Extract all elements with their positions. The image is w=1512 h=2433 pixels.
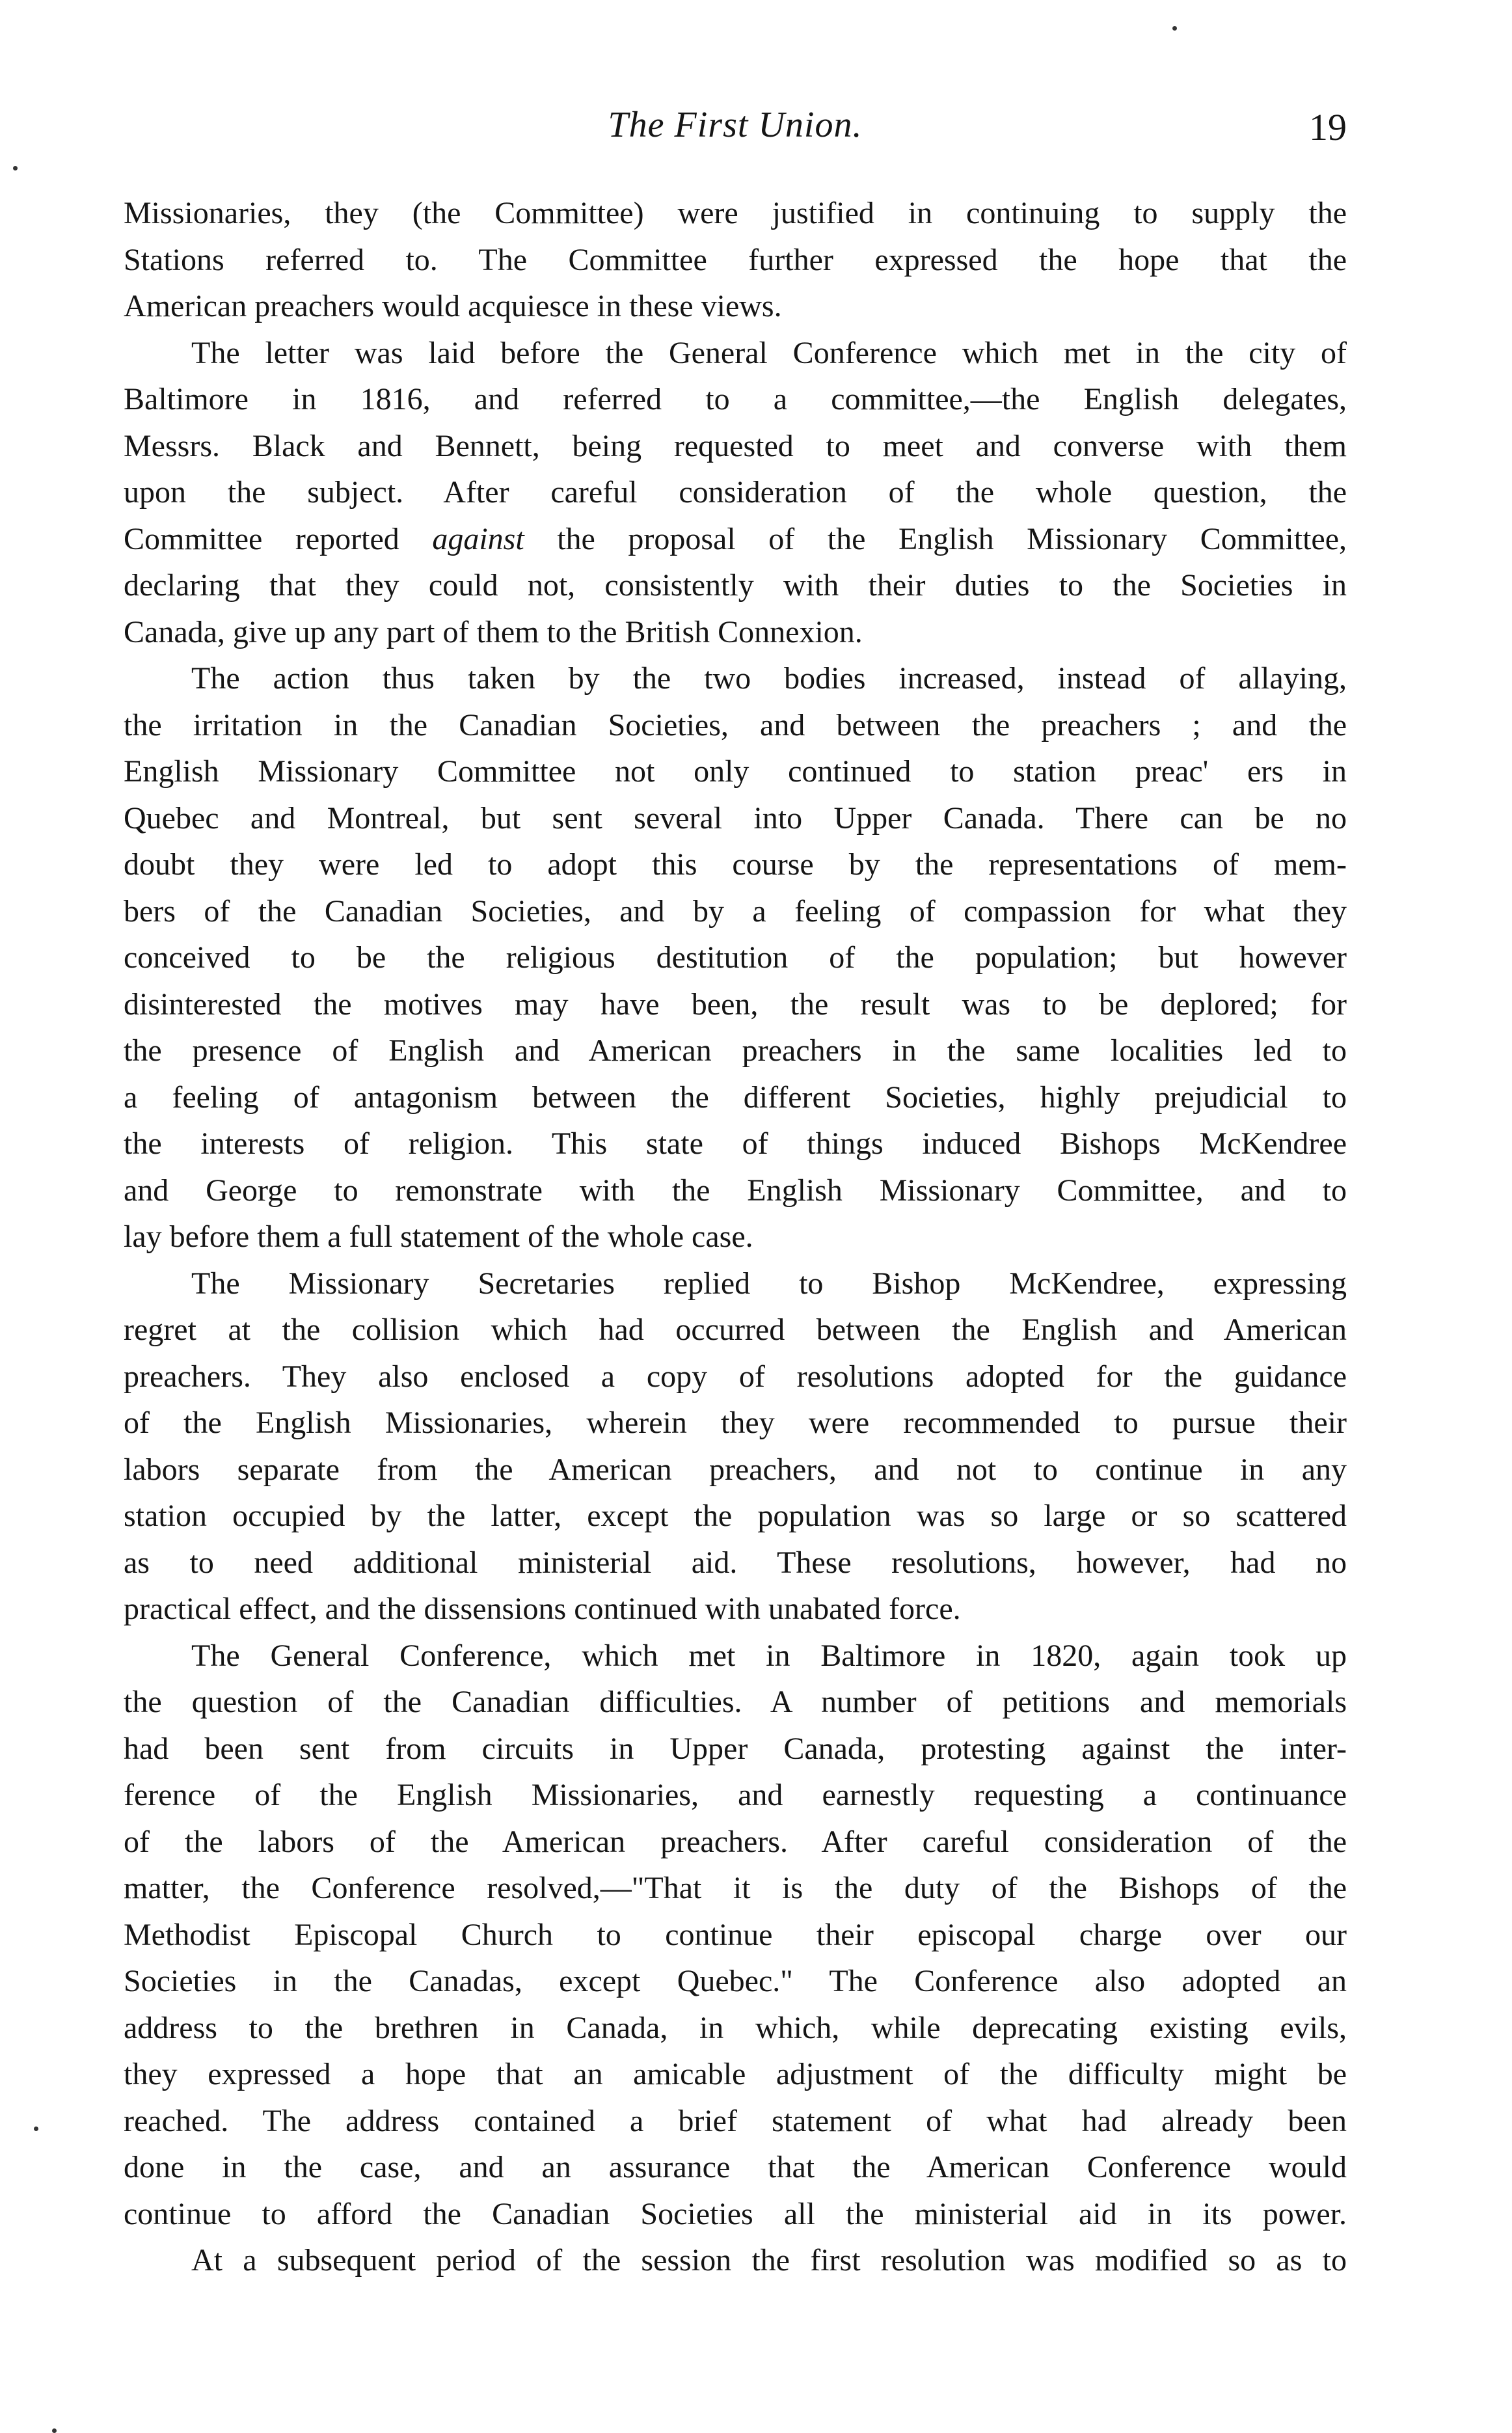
- body-text: [124, 190, 1347, 2284]
- text-line: Stations referred to. The Committee further expressed the hope that the: [124, 242, 1347, 277]
- text-line: done in the case, and an assurance that the American Conference would: [124, 2150, 1347, 2184]
- text-line: the interests of religion. This state of things induced Bishops McKendree: [124, 1126, 1347, 1161]
- text-line: labors separate from the American preachers, and not to continue in any: [124, 1452, 1347, 1487]
- text-line: of the English Missionaries, wherein they were recommended to pursue their: [124, 1406, 1347, 1440]
- text-line: declaring that they could not, consistently with their duties to the Societies in: [124, 568, 1347, 603]
- text-line: matter, the Conference resolved,—"That it is the duty of the Bishops of the: [124, 1871, 1347, 1905]
- text-line: lay before them a full statement of the whole case.: [124, 1219, 753, 1254]
- text-line: as to need additional ministerial aid. These resolutions, however, had no: [124, 1545, 1347, 1580]
- text-line: conceived to be the religious destitution of the population; but however: [124, 940, 1347, 975]
- text-line: Missionaries, they (the Committee) were justified in continuing to supply the: [124, 196, 1347, 230]
- text-line: station occupied by the latter, except the population was so large or so scattered: [124, 1499, 1347, 1533]
- text-line: had been sent from circuits in Upper Canada, protesting against the inter-: [124, 1731, 1347, 1766]
- text-line: practical effect, and the dissensions continued with unabated force.: [124, 1592, 961, 1626]
- text-line: American preachers would acquiesce in these views.: [124, 289, 782, 323]
- running-title: The First Union.: [608, 105, 863, 145]
- text-line: regret at the collision which had occurred between the English and American: [124, 1312, 1347, 1347]
- text-line: [124, 516, 1347, 563]
- emphasized-word: against: [432, 521, 524, 556]
- text-line: of the labors of the American preachers. After careful consideration of the: [124, 1824, 1347, 1859]
- text-line: At a subsequent period of the session the first resolution was modified so as to: [191, 2243, 1347, 2277]
- scan-speck: [52, 2428, 57, 2433]
- text-line: doubt they were led to adopt this course by the representations of mem-: [124, 847, 1347, 882]
- paragraph-first-line: The General Conference, which met in Baltimore in 1820, again took up: [191, 1638, 1347, 1673]
- text-line: the irritation in the Canadian Societies, and between the preachers ; and the: [124, 707, 1347, 742]
- text-segment: the proposal of the English Missionary Committee,: [524, 521, 1347, 556]
- text-line: Methodist Episcopal Church to continue their episcopal charge over our: [124, 1917, 1347, 1952]
- text-line: the presence of English and American preachers in the same localities led to: [124, 1033, 1347, 1068]
- scan-speck: [1172, 26, 1177, 31]
- text-segment: Committee reported: [124, 521, 433, 556]
- text-line: Messrs. Black and Bennett, being requested to meet and converse with them: [124, 428, 1347, 463]
- page-header: [124, 104, 1347, 156]
- scan-speck: [34, 2127, 38, 2131]
- text-line: they expressed a hope that an amicable adjustment of the difficulty might be: [124, 2057, 1347, 2091]
- paragraph-first-line: The Missionary Secretaries replied to Bishop McKendree, expressing: [191, 1266, 1347, 1301]
- text-line: Societies in the Canadas, except Quebec." The Conference also adopted an: [124, 1964, 1347, 1998]
- text-line: disinterested the motives may have been, the result was to be deplored; for: [124, 986, 1347, 1022]
- text-line: Quebec and Montreal, but sent several into Upper Canada. There can be no: [124, 800, 1347, 836]
- text-line: ference of the English Missionaries, and earnestly requesting a continuance: [124, 1778, 1347, 1812]
- text-line: Baltimore in 1816, and referred to a committee,—the English delegates,: [124, 382, 1347, 416]
- text-line: address to the brethren in Canada, in which, while deprecating existing evils,: [124, 2010, 1347, 2045]
- paragraph-first-line: The letter was laid before the General Conference which met in the city of: [191, 335, 1347, 370]
- page-number: 19: [1309, 106, 1347, 148]
- text-line: preachers. They also enclosed a copy of resolutions adopted for the guidance: [124, 1359, 1347, 1394]
- text-line: and George to remonstrate with the English Missionary Committee, and to: [124, 1173, 1347, 1208]
- text-line: upon the subject. After careful consideration of the whole question, the: [124, 475, 1347, 510]
- text-line: English Missionary Committee not only continued to station preac' ers in: [124, 754, 1347, 789]
- text-line: Canada, give up any part of them to the British Connexion.: [124, 614, 863, 649]
- paragraph-first-line: The action thus taken by the two bodies increased, instead of allaying,: [191, 661, 1347, 696]
- text-line: the question of the Canadian difficulties. A number of petitions and memorials: [124, 1685, 1347, 1719]
- text-line: a feeling of antagonism between the different Societies, highly prejudicial to: [124, 1080, 1347, 1115]
- text-line: continue to afford the Canadian Societies all the ministerial aid in its power.: [124, 2196, 1347, 2231]
- text-line: reached. The address contained a brief statement of what had already been: [124, 2103, 1347, 2138]
- text-line: bers of the Canadian Societies, and by a feeling of compassion for what they: [124, 893, 1347, 929]
- scan-speck: [13, 166, 18, 170]
